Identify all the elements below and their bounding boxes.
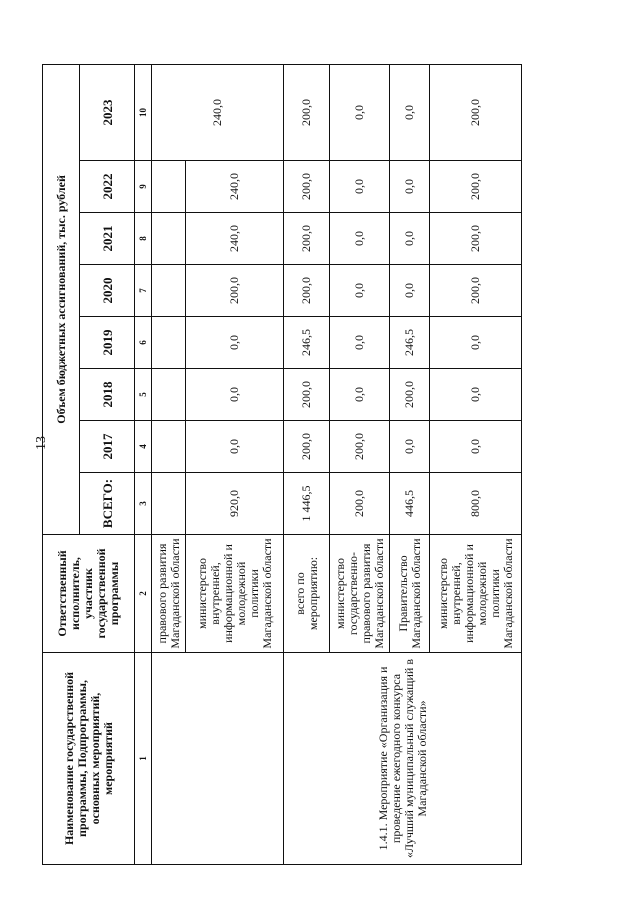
column-number: 9 bbox=[135, 161, 152, 213]
column-number: 3 bbox=[135, 473, 152, 535]
column-number: 10 bbox=[135, 64, 152, 160]
header-name-column: Наименование государственной программы, Подпрограммы, основных мероприятий, мероприятий bbox=[43, 653, 135, 865]
column-number: 5 bbox=[135, 369, 152, 421]
row-executor-cell: Правительство Магаданской области bbox=[390, 535, 430, 653]
page-number bbox=[0, 436, 49, 464]
value-cell: 0,0 bbox=[330, 265, 390, 317]
value-cell: 200,0 bbox=[284, 64, 330, 160]
value-cell: 0,0 bbox=[186, 317, 284, 369]
value-cell: 0,0 bbox=[390, 213, 430, 265]
value-cell: 446,5 bbox=[390, 473, 430, 535]
value-cell: 800,0 bbox=[430, 473, 522, 535]
column-number: 8 bbox=[135, 213, 152, 265]
value-cell: 0,0 bbox=[390, 64, 430, 160]
value-cell bbox=[152, 369, 186, 421]
value-cell bbox=[152, 317, 186, 369]
value-cell: 200,0 bbox=[390, 369, 430, 421]
row-executor-cell: министерство внутренней, информационной и молодежной политики Магаданской области bbox=[186, 535, 284, 653]
row-executor-cell: министерство государственно-правового развития Магаданской области bbox=[330, 535, 390, 653]
rotated-table-container bbox=[42, 65, 532, 865]
value-cell: 0,0 bbox=[330, 64, 390, 160]
column-number: 1 bbox=[135, 653, 152, 865]
value-cell bbox=[152, 473, 186, 535]
row-executor-cell: правового развития Магаданской области bbox=[152, 535, 186, 653]
value-cell: 200,0 bbox=[430, 64, 522, 160]
header-year: 2023 bbox=[80, 64, 135, 160]
header-year: 2018 bbox=[80, 369, 135, 421]
value-cell: 0,0 bbox=[390, 421, 430, 473]
column-number-row bbox=[135, 64, 152, 864]
value-cell: 0,0 bbox=[330, 369, 390, 421]
value-cell bbox=[152, 213, 186, 265]
row-name-cell bbox=[152, 653, 284, 865]
value-cell: 1 446,5 bbox=[284, 473, 330, 535]
value-cell: 200,0 bbox=[186, 265, 284, 317]
value-cell bbox=[152, 161, 186, 213]
budget-table bbox=[42, 64, 522, 865]
column-number: 4 bbox=[135, 421, 152, 473]
value-cell: 0,0 bbox=[330, 317, 390, 369]
table-row bbox=[152, 64, 186, 864]
value-cell: 0,0 bbox=[186, 421, 284, 473]
value-cell: 920,0 bbox=[186, 473, 284, 535]
value-cell bbox=[152, 421, 186, 473]
value-cell: 240,0 bbox=[186, 213, 284, 265]
header-year: 2017 bbox=[80, 421, 135, 473]
value-cell: 246,5 bbox=[390, 317, 430, 369]
header-year: 2021 bbox=[80, 213, 135, 265]
value-cell: 0,0 bbox=[330, 213, 390, 265]
value-cell: 200,0 bbox=[284, 421, 330, 473]
header-year: ВСЕГО: bbox=[80, 473, 135, 535]
value-cell: 0,0 bbox=[390, 265, 430, 317]
value-cell: 200,0 bbox=[430, 161, 522, 213]
header-budget-group: Объем бюджетных ассигнований, тыс. рублей bbox=[43, 64, 80, 534]
value-cell: 200,0 bbox=[330, 421, 390, 473]
value-cell: 0,0 bbox=[430, 369, 522, 421]
value-cell: 200,0 bbox=[284, 161, 330, 213]
header-year: 2020 bbox=[80, 265, 135, 317]
value-cell: 200,0 bbox=[430, 265, 522, 317]
header-year: 2022 bbox=[80, 161, 135, 213]
value-cell: 200,0 bbox=[330, 473, 390, 535]
value-cell: 200,0 bbox=[284, 213, 330, 265]
value-cell: 200,0 bbox=[284, 265, 330, 317]
value-cell: 246,5 bbox=[284, 317, 330, 369]
column-number: 6 bbox=[135, 317, 152, 369]
value-cell: 0,0 bbox=[390, 161, 430, 213]
row-executor-cell: министерство внутренней, информационной и молодежной политики Магаданской области bbox=[430, 535, 522, 653]
table-row bbox=[284, 64, 330, 864]
page-number-text: 13 bbox=[34, 436, 49, 450]
value-cell: 0,0 bbox=[430, 317, 522, 369]
value-cell bbox=[152, 265, 186, 317]
header-executor-column: Ответственный исполнитель, участник государственной программы bbox=[43, 535, 135, 653]
header-year: 2019 bbox=[80, 317, 135, 369]
value-cell: 0,0 bbox=[186, 369, 284, 421]
value-cell: 240,0 bbox=[152, 64, 284, 160]
column-number: 7 bbox=[135, 265, 152, 317]
row-executor-cell: всего по мероприятию: bbox=[284, 535, 330, 653]
measure-name-cell: 1.4.1. Мероприятие «Организация и проведение ежегодного конкурса «Лучший муниципальный служащий в Магаданской области» bbox=[284, 653, 522, 865]
value-cell: 240,0 bbox=[186, 161, 284, 213]
value-cell: 0,0 bbox=[330, 161, 390, 213]
column-number: 2 bbox=[135, 535, 152, 653]
value-cell: 200,0 bbox=[430, 213, 522, 265]
value-cell: 0,0 bbox=[430, 421, 522, 473]
value-cell: 200,0 bbox=[284, 369, 330, 421]
